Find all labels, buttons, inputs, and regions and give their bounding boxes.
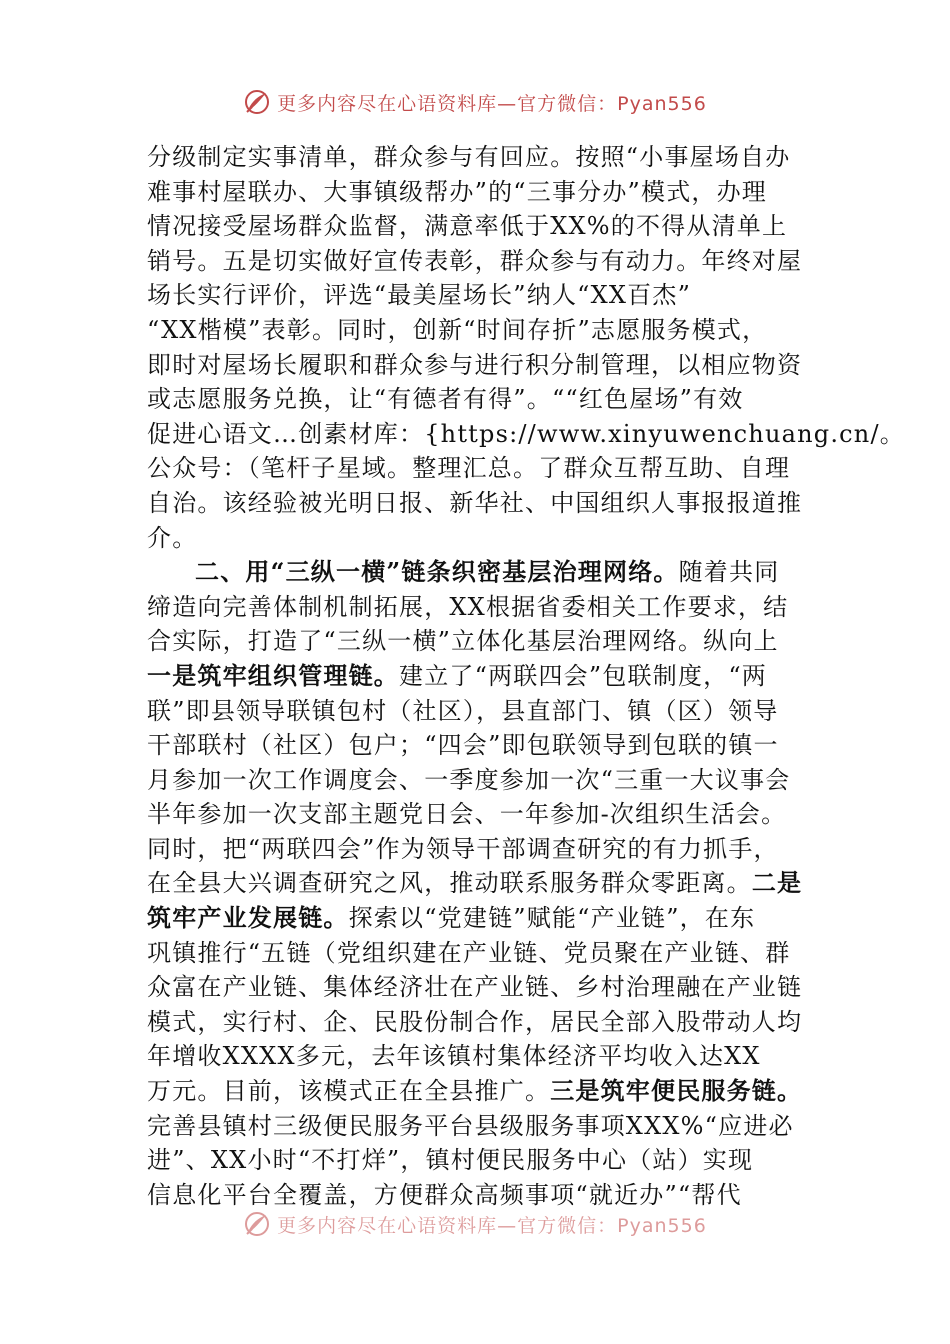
text-line (147, 832, 809, 867)
text-line (147, 555, 809, 590)
text-segment: 信息化平台全覆盖，方便群众高频事项“就近办”“帮代 (147, 1180, 742, 1209)
text-line (147, 659, 809, 694)
text-segment: 自治。该经验被光明日报、新华社、中国组织人事报报道推 (147, 488, 803, 517)
text-line (147, 970, 809, 1005)
text-segment: 场长实行评价，评选“最美屋场长”纳人“XX百杰” (147, 281, 692, 310)
text-segment: 半年参加一次支部主题党日会、一年参加-次组织生活会。 (147, 800, 787, 829)
text-segment: 完善县镇村三级便民服务平台县级服务事项XXX%“应进必 (147, 1111, 794, 1140)
text-line (147, 624, 809, 659)
text-line (147, 694, 809, 729)
text-segment: 进”、XX小时“不打烊”，镇村便民服务中心（站）实现 (147, 1146, 754, 1175)
text-line (147, 244, 809, 279)
text-segment: “XX楷模”表彰。同时，创新“时间存折”志愿服务模式， (147, 315, 768, 344)
text-segment: 众富在产业链、集体经济壮在产业链、乡村治理融在产业链 (147, 973, 803, 1002)
text-segment: 分级制定实事清单，群众参与有回应。按照“小事屋场自办 (147, 143, 791, 171)
text-segment: 年增收XXXX多元，去年该镇村集体经济平均收入达XX (147, 1042, 761, 1071)
text-line (147, 728, 809, 763)
text-segment: 情况接受屋场群众监督，满意率低于XX%的不得从清单上 (147, 212, 788, 241)
text-line (147, 313, 809, 348)
document-body (147, 140, 905, 1212)
quill-logo-icon (243, 88, 271, 116)
text-segment: 月参加一次工作调度会、一季度参加一次“三重一大议事会 (147, 765, 791, 794)
text-segment: 干部联村（社区）包户；“四会”即包联领导到包联的镇一 (147, 731, 779, 760)
text-segment: 促进心语文…创素材库：{https://www.xinyuwenchuang.cn/。 (147, 419, 905, 448)
text-line (147, 417, 905, 452)
quill-logo-icon (243, 1210, 271, 1238)
text-segment: 在全县大兴调查研究之风，推动联系服务群众零距离。 (147, 869, 752, 898)
watermark-text: 更多内容尽在心语资料库—官方微信：Pyan556 (277, 1214, 707, 1237)
text-line (147, 1178, 809, 1213)
text-line (147, 936, 809, 971)
text-line (147, 901, 809, 936)
text-segment: 巩镇推行“五链（党组织建在产业链、党员聚在产业链、群 (147, 938, 791, 967)
text-line (147, 797, 809, 832)
text-segment: 同时，把“两联四会”作为领导干部调查研究的有力抓手， (147, 834, 779, 863)
text-line (147, 486, 809, 521)
bold-heading-segment: 二是 (751, 868, 803, 898)
text-segment: 随着共同 (678, 558, 780, 587)
text-line (147, 590, 809, 625)
text-segment: 即时对屋场长履职和群众参与进行积分制管理，以相应物资 (147, 350, 803, 379)
text-line (147, 763, 809, 798)
text-line (147, 278, 809, 313)
text-line (147, 451, 809, 486)
text-segment: 或志愿服务兑换，让“有德者有得”。““红色屋场”有效 (147, 385, 744, 414)
text-line (147, 1074, 809, 1109)
text-line (147, 140, 809, 175)
watermark-banner-bottom (0, 1210, 950, 1238)
text-segment: 联”即县领导联镇包村（社区），县直部门、镇（区）领导 (147, 696, 779, 725)
watermark-banner-top (0, 88, 950, 116)
bold-heading-segment: 筑牢产业发展链。 (147, 903, 349, 933)
bold-heading-segment: 二、用“三纵一横”链条织密基层治理网络。 (195, 557, 679, 587)
text-segment: 介。 (147, 523, 198, 552)
text-line (147, 348, 809, 383)
text-segment: 难事村屋联办、大事镇级帮办”的“三事分办”模式，办理 (147, 177, 768, 206)
text-line (147, 1109, 809, 1144)
text-line (147, 209, 809, 244)
text-line (147, 1005, 809, 1040)
text-segment: 合实际，打造了“三纵一横”立体化基层治理网络。纵向上 (147, 627, 779, 656)
text-line (147, 1143, 809, 1178)
text-line (147, 1039, 809, 1074)
text-segment: 缔造向完善体制机制拓展，XX根据省委相关工作要求，结 (147, 592, 789, 621)
text-segment: 建立了“两联四会”包联制度，“两 (399, 661, 768, 690)
text-line (147, 175, 809, 210)
bold-heading-segment: 三是筑牢便民服务链。 (550, 1076, 803, 1106)
text-line (147, 382, 809, 417)
text-segment: 模式，实行村、企、民股份制合作，居民全部入股带动人均 (147, 1007, 803, 1036)
text-line (147, 521, 809, 556)
watermark-text: 更多内容尽在心语资料库—官方微信：Pyan556 (277, 92, 707, 115)
bold-heading-segment: 一是筑牢组织管理链。 (147, 660, 399, 690)
text-segment: 公众号：（笔杆子星域。整理汇总。了群众互帮互助、自理 (147, 454, 791, 483)
text-line (147, 866, 809, 901)
text-segment: 万元。目前，该模式正在全县推广。 (147, 1077, 551, 1106)
text-segment: 探索以“党建链”赋能“产业链”，在东 (348, 904, 756, 933)
text-segment: 销号。五是切实做好宣传表彰，群众参与有动力。年终对屋 (147, 246, 803, 275)
